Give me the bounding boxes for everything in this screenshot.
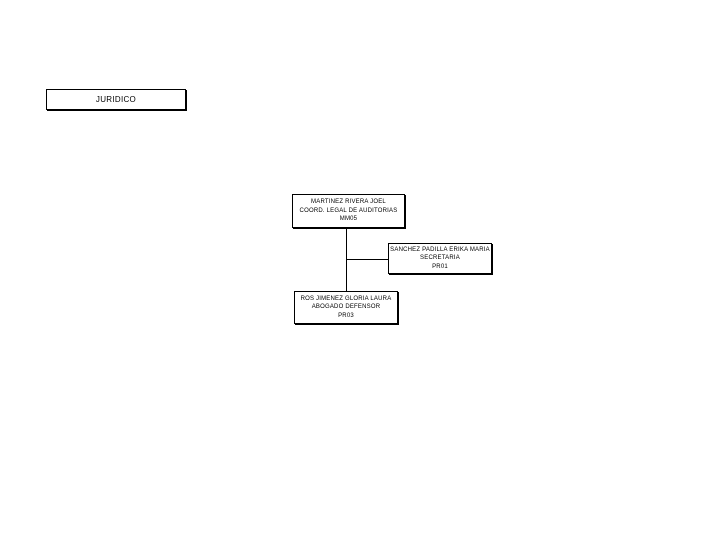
node-name: MARTINEZ RIVERA JOEL [311, 199, 386, 206]
department-title-box [46, 89, 186, 110]
node-role: SECRETARIA [420, 255, 460, 262]
node-role: ABOGADO DEFENSOR [311, 304, 381, 311]
org-node-secretary [388, 243, 492, 274]
department-title: JURIDICO [95, 95, 137, 104]
node-code: PR01 [432, 263, 448, 270]
node-role: COORD. LEGAL DE AUDITORIAS [299, 207, 398, 214]
node-code: MM05 [339, 216, 358, 223]
node-name: ROS JIMENEZ GLORIA LAURA [300, 295, 392, 302]
org-node-lawyer [294, 291, 398, 324]
node-code: PR03 [338, 312, 354, 319]
node-name: SANCHEZ PADILLA ERIKA MARIA [390, 246, 490, 253]
connector-horizontal [346, 259, 388, 260]
org-node-coordinator [292, 194, 405, 228]
